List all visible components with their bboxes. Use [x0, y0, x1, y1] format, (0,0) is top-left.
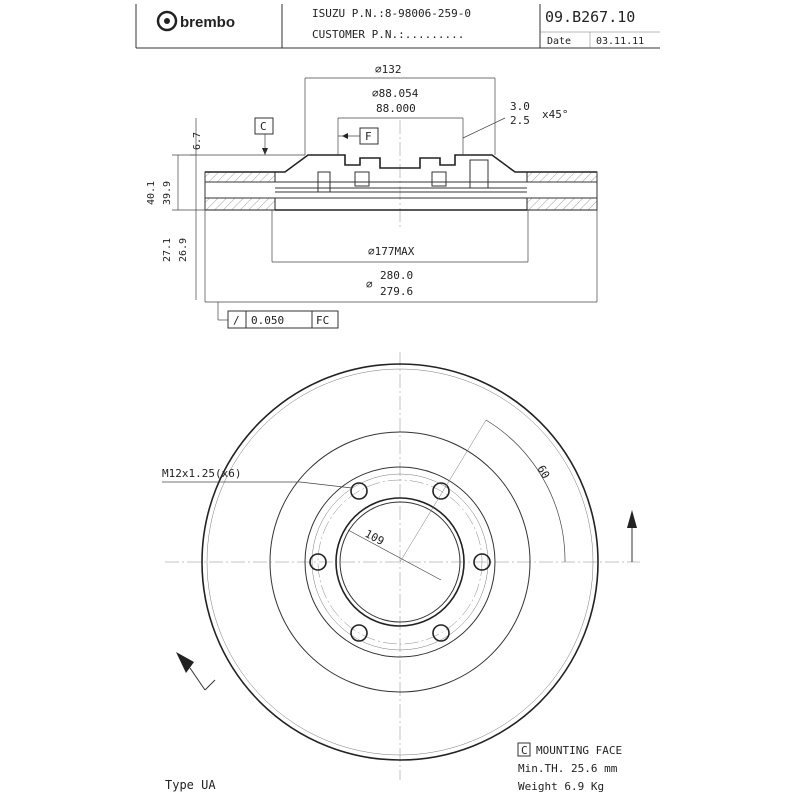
dim-177-max: ∅177MAX [368, 245, 415, 258]
min-thickness: Min.TH. 25.6 mm [518, 762, 618, 775]
angle-label: 60 [534, 463, 553, 481]
dim-hat-height: 6.7 [192, 131, 203, 150]
dim-bore-min: 88.000 [376, 102, 416, 115]
hat-profile [205, 155, 597, 172]
notes [165, 743, 622, 793]
section-arrow-right-icon [627, 510, 637, 528]
brand-name: brembo [180, 14, 236, 31]
type-label: Type UA [165, 778, 216, 792]
dim-height-min: 39.9 [162, 180, 173, 205]
dim-od-min: 279.6 [380, 285, 414, 298]
dim-hat-diameter: ∅132 [375, 63, 402, 76]
legend-c: C [521, 744, 528, 757]
runout-ref: FC [316, 314, 330, 327]
dim-thickness-min: 26.9 [178, 237, 189, 262]
part-number: 09.B267.10 [545, 8, 636, 26]
dim-height-max: 40.1 [146, 180, 157, 205]
chamfer-a: 3.0 [510, 100, 530, 113]
runout-symbol: / [233, 314, 240, 327]
od-symbol: ∅ [366, 278, 373, 291]
datum-c: C [260, 120, 267, 133]
datum-f: F [365, 130, 372, 143]
dim-od-max: 280.0 [380, 269, 414, 282]
legend-mounting-face: MOUNTING FACE [536, 744, 623, 757]
inner-friction-ring-right [527, 198, 597, 210]
thread-label: M12x1.25(x6) [162, 467, 242, 480]
dim-thickness-max: 27.1 [162, 237, 173, 262]
date-label: Date [547, 36, 572, 47]
pcd-label: 109 [362, 527, 387, 548]
runout-value: 0.050 [251, 314, 285, 327]
dim-bore-max: ∅88.054 [372, 87, 419, 100]
date-value: 03.11.11 [596, 36, 645, 47]
brembo-logo [158, 12, 235, 31]
front-view [162, 352, 640, 780]
chamfer-b: 2.5 [510, 114, 530, 127]
customer-part-number: CUSTOMER P.N.:......... [312, 28, 465, 41]
outer-friction-ring-right [527, 172, 597, 182]
outer-friction-ring-left [205, 172, 275, 182]
oem-part-number: ISUZU P.N.:8-98006-259-0 [312, 7, 471, 20]
inner-friction-ring-left [205, 198, 275, 210]
chamfer-angle: x45° [542, 108, 569, 121]
title-block [136, 4, 660, 48]
weight: Weight 6.9 Kg [518, 780, 605, 793]
stud-hole [433, 625, 449, 641]
runout-tolerance-frame [218, 302, 338, 328]
section-view [146, 63, 597, 328]
